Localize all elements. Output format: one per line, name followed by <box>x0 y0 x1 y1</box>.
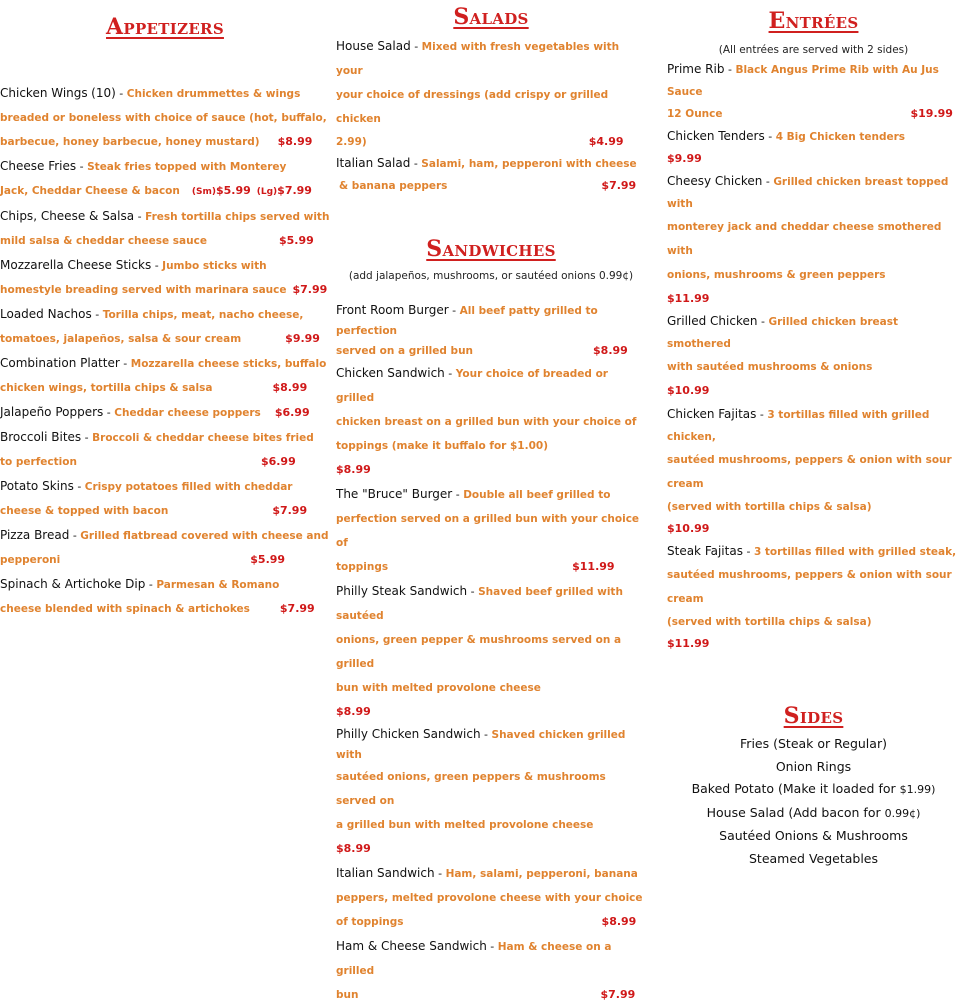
item-price: $6.99 <box>260 455 296 468</box>
item-description: Grilled chicken breast topped with <box>667 176 949 210</box>
item-price: $11.99 <box>667 637 710 650</box>
item-description: Broccoli & cheddar cheese bites fried <box>92 432 314 444</box>
side-item <box>667 733 960 756</box>
menu-item: Steak Fajitas - 3 tortillas filled with grilled steak, sautéed mushrooms, peppers & onion with sour cream (served with tortilla chips & salsa)$11.99 <box>667 544 957 650</box>
item-name: House Salad <box>336 39 411 53</box>
item-price: $7.99 <box>277 184 312 197</box>
item-name: Chicken Sandwich <box>336 366 445 380</box>
item-description: Ham, salami, pepperoni, banana <box>445 868 638 880</box>
menu-item: Chips, Cheese & Salsa - Fresh tortilla chips served with mild salsa & cheddar cheese sauce $5.99 <box>0 209 330 247</box>
item-description: Jumbo sticks with <box>162 260 267 272</box>
side-item-text: Steamed Vegetables <box>748 850 879 866</box>
item-name: Potato Skins <box>0 479 74 493</box>
salads-heading: Salads <box>453 4 529 30</box>
item-description: pepperoni <box>0 554 61 566</box>
menu-item: Chicken Fajitas - 3 tortillas filled with grilled chicken, sautéed mushrooms, peppers & onion with sour cream (served with tortilla chips & salsa)$10.99 <box>667 407 952 535</box>
menu-item: Spinach & Artichoke Dip - Parmesan & Romano cheese blended with spinach & artichokes $7.99 <box>0 577 315 615</box>
item-name: Chicken Wings <box>0 86 88 100</box>
entrees-heading: Entrées <box>768 8 859 34</box>
item-price: $8.99 <box>277 135 313 148</box>
item-description: Grilled chicken breast smothered <box>667 316 898 350</box>
item-description: tomatoes, jalapeños, salsa & sour cream <box>0 333 242 345</box>
item-description: Black Angus Prime Rib with Au Jus Sauce <box>667 64 939 98</box>
item-description: your choice of dressings (add crispy or grilled chicken <box>336 89 609 125</box>
menu-item: Chicken Wings (10) - Chicken drummettes & wings breaded or boneless with choice of sauce (hot, buffalo, barbecue, honey barbecue, honey mustard) $8.99 <box>0 86 327 148</box>
item-description: served on a grilled bun <box>336 345 474 357</box>
entrees-list <box>667 58 960 655</box>
item-price: $8.99 <box>336 463 371 476</box>
side-item-text: Baked Potato (Make it loaded for <box>691 781 896 796</box>
item-description: chicken breast on a grilled bun with your choice of <box>336 416 637 428</box>
side-item-text: Onion Rings <box>775 758 852 774</box>
item-name: Prime Rib <box>667 62 725 76</box>
item-description: toppings (make it buffalo for $1.00) <box>336 440 549 452</box>
item-description: of toppings <box>336 916 404 928</box>
item-description: Fresh tortilla chips served with <box>145 211 330 223</box>
menu-item: Loaded Nachos - Torilla chips, meat, nacho cheese, tomatoes, jalapeños, salsa & sour cream $9.99 <box>0 307 320 345</box>
menu-item: Philly Steak Sandwich - Shaved beef grilled with sautéed onions, green pepper & mushrooms served on a grilled bun with melted provolone cheese$8.99 <box>336 584 623 718</box>
item-description: Mixed with fresh vegetables with your <box>336 41 620 77</box>
item-name: Chicken Fajitas <box>667 407 757 421</box>
item-quantity: (10) <box>91 86 116 100</box>
side-item-text: House Salad (Add bacon for <box>706 804 881 820</box>
item-description: a grilled bun with melted provolone cheese <box>336 819 594 831</box>
menu-item: Ham & Cheese Sandwich - Ham & cheese on a grilled bun $7.99 <box>336 939 636 1001</box>
item-price: $9.99 <box>667 152 702 165</box>
item-description: Cheddar cheese poppers <box>114 407 261 419</box>
salads-list <box>336 34 646 198</box>
item-size-label: (Lg) <box>256 187 278 197</box>
appetizers-column <box>0 0 330 621</box>
item-description: monterey jack and cheddar cheese smothered with <box>667 221 942 257</box>
side-item <box>667 825 960 848</box>
item-description: 2.99) <box>336 136 367 148</box>
menu-item: Prime Rib - Black Angus Prime Rib with Au Jus Sauce 12 Ounce $19.99 <box>667 62 953 120</box>
item-description: Ham & cheese on a grilled <box>336 941 612 977</box>
side-item-extra: 0.99¢) <box>884 806 921 820</box>
item-description: Double all beef grilled to <box>463 489 611 501</box>
item-name: Ham & Cheese Sandwich <box>336 939 487 953</box>
item-description: perfection served on a grilled bun with your choice of <box>336 513 640 549</box>
item-description: cheese & topped with bacon <box>0 505 169 517</box>
item-description: 4 Big Chicken tenders <box>775 131 906 143</box>
menu-item: Grilled Chicken - Grilled chicken breast smothered with sautéed mushrooms & onions$10.99 <box>667 314 898 397</box>
item-name: Philly Chicken Sandwich <box>336 727 481 741</box>
item-description: 3 tortillas filled with grilled chicken, <box>667 409 930 443</box>
menu-item: The "Bruce" Burger - Double all beef grilled to perfection served on a grilled bun with your choice of toppings $11.99 <box>336 487 640 573</box>
item-price: $11.99 <box>667 292 710 305</box>
item-description: Shaved beef grilled with sautéed <box>336 586 623 622</box>
item-price: $8.99 <box>336 705 371 718</box>
item-price: $5.99 <box>215 184 251 197</box>
menu-item: Potato Skins - Crispy potatoes filled with cheddar cheese & topped with bacon $7.99 <box>0 479 308 517</box>
item-name: The "Bruce" Burger <box>336 487 453 501</box>
side-item <box>667 802 960 826</box>
side-item-extra: $1.99) <box>899 783 936 796</box>
sandwiches-heading: Sandwiches <box>426 236 556 262</box>
item-name: Jalapeño Poppers <box>0 405 104 419</box>
menu-item: Combination Platter - Mozzarella cheese sticks, buffalo chicken wings, tortilla chips & salsa $8.99 <box>0 356 327 394</box>
item-description: chicken wings, tortilla chips & salsa <box>0 382 213 394</box>
item-description: cheese blended with spinach & artichokes <box>0 603 250 615</box>
item-price: $4.99 <box>588 135 624 148</box>
item-price: $8.99 <box>272 381 308 394</box>
item-description: Chicken drummettes & wings <box>126 88 301 100</box>
item-price: $8.99 <box>593 344 628 357</box>
item-price: $7.99 <box>279 602 315 615</box>
item-name: Italian Salad <box>336 156 411 170</box>
item-name: Grilled Chicken <box>667 314 758 328</box>
item-description: bun with melted provolone cheese <box>336 682 541 694</box>
item-name: Chips, Cheese & Salsa <box>0 209 135 223</box>
item-description: peppers, melted provolone cheese with your choice <box>336 892 643 904</box>
menu-item: Front Room Burger - All beef patty grilled to perfection served on a grilled bun $8.99 <box>336 303 628 357</box>
item-price: $7.99 <box>601 179 637 192</box>
side-item-text: Sautéed Onions & Mushrooms <box>719 828 908 843</box>
item-description: breaded or boneless with choice of sauce (hot, buffalo, <box>0 112 327 124</box>
item-price: $10.99 <box>667 522 710 535</box>
item-description: sautéed mushrooms, peppers & onion with sour cream <box>667 454 952 490</box>
item-price: $19.99 <box>910 107 953 120</box>
entrees-sides-column <box>667 0 960 870</box>
sandwiches-list <box>336 300 646 1007</box>
item-description: sautéed mushrooms, peppers & onion with sour cream <box>667 569 952 605</box>
item-name: Spinach & Artichoke Dip <box>0 577 146 591</box>
menu-item: Broccoli Bites - Broccoli & cheddar cheese bites fried to perfection $6.99 <box>0 430 314 468</box>
side-item <box>667 848 960 871</box>
item-description: All beef patty grilled to perfection <box>336 305 598 337</box>
item-price: $5.99 <box>250 553 286 566</box>
item-price: $7.99 <box>292 283 328 296</box>
item-description: Mozzarella cheese sticks, buffalo <box>130 358 327 370</box>
menu-item: Mozzarella Cheese Sticks - Jumbo sticks with homestyle breading served with marinara sauce $7.99 <box>0 258 328 296</box>
item-description: homestyle breading served with marinara sauce <box>0 284 287 296</box>
item-price: $8.99 <box>336 842 371 855</box>
item-name: Steak Fajitas <box>667 544 743 558</box>
item-name: Mozzarella Cheese Sticks <box>0 258 152 272</box>
item-name: Front Room Burger <box>336 303 449 317</box>
item-description: mild salsa & cheddar cheese sauce <box>0 235 207 247</box>
menu-item: Jalapeño Poppers - Cheddar cheese poppers $6.99 <box>0 405 310 419</box>
item-description: Steak fries topped with Monterey <box>87 161 287 173</box>
menu-item: Cheese Fries - Steak fries topped with Monterey Jack, Cheddar Cheese & bacon (Sm)$5.99 (Lg)$7.99 <box>0 159 312 197</box>
item-size-label: (Sm) <box>191 187 216 197</box>
item-description: (served with tortilla chips & salsa) <box>667 616 872 628</box>
entrees-note: (All entrées are served with 2 sides) <box>718 44 909 56</box>
item-name: Combination Platter <box>0 356 120 370</box>
item-name: Cheesy Chicken <box>667 174 763 188</box>
item-description: Crispy potatoes filled with cheddar <box>84 481 293 493</box>
side-item <box>667 778 960 802</box>
item-description: bun <box>336 989 359 1001</box>
item-description: onions, green pepper & mushrooms served on a grilled <box>336 634 622 670</box>
item-name: Cheese Fries <box>0 159 77 173</box>
item-price: $10.99 <box>667 384 710 397</box>
item-description: onions, mushrooms & green peppers <box>667 269 886 281</box>
item-price: $6.99 <box>274 406 310 419</box>
item-description: Torilla chips, meat, nacho cheese, <box>102 309 304 321</box>
menu-item: Italian Salad - Salami, ham, pepperoni with cheese & banana peppers $7.99 <box>336 156 637 192</box>
sandwiches-note: (add jalapeños, mushrooms, or sautéed onions 0.99¢) <box>348 270 634 282</box>
item-description: barbecue, honey barbecue, honey mustard) <box>0 136 260 148</box>
item-description: to perfection <box>0 456 77 468</box>
item-name: Pizza Bread <box>0 528 70 542</box>
item-description: 12 Ounce <box>667 108 723 120</box>
appetizers-heading: Appetizers <box>106 14 224 40</box>
menu-item: Pizza Bread - Grilled flatbread covered with cheese and pepperoni $5.99 <box>0 528 329 566</box>
item-description: sautéed onions, green peppers & mushrooms served on <box>336 771 606 807</box>
sides-heading: Sides <box>783 703 844 729</box>
item-price: $7.99 <box>272 504 308 517</box>
item-name: Broccoli Bites <box>0 430 82 444</box>
item-description: with sautéed mushrooms & onions <box>667 361 873 373</box>
menu-item: Chicken Tenders - 4 Big Chicken tenders$9.99 <box>667 129 906 165</box>
item-price: $9.99 <box>285 332 320 345</box>
item-description: Jack, Cheddar Cheese & bacon <box>0 185 180 197</box>
item-price: $7.99 <box>600 988 636 1001</box>
item-price: $8.99 <box>601 915 637 928</box>
item-price: $11.99 <box>572 560 615 573</box>
item-description: Your choice of breaded or grilled <box>336 368 608 404</box>
sides-list <box>667 733 960 870</box>
item-description: Salami, ham, pepperoni with cheese <box>421 158 637 170</box>
item-description: 3 tortillas filled with grilled steak, <box>753 546 957 558</box>
salads-sandwiches-column <box>336 0 646 1007</box>
menu-item: Philly Chicken Sandwich - Shaved chicken grilled with sautéed onions, green peppers & mushrooms served on a grilled bun with melted provolone cheese$8.99 <box>336 727 626 855</box>
item-description: Grilled flatbread covered with cheese and <box>80 530 329 542</box>
side-item-text: Fries (Steak or Regular) <box>740 736 887 751</box>
item-description: Shaved chicken grilled with <box>336 729 626 761</box>
menu-item: Chicken Sandwich - Your choice of breaded or grilled chicken breast on a grilled bun with your choice of toppings (make it buffalo for $1.00)$8.99 <box>336 366 637 476</box>
item-name: Chicken Tenders <box>667 129 765 143</box>
item-description: (served with tortilla chips & salsa) <box>667 501 872 513</box>
item-description: Parmesan & Romano <box>156 579 280 591</box>
item-name: Italian Sandwich <box>336 866 435 880</box>
side-item <box>667 756 960 779</box>
item-name: Philly Steak Sandwich <box>336 584 468 598</box>
item-description: & banana peppers <box>339 180 448 192</box>
menu-item: Italian Sandwich - Ham, salami, pepperoni, banana peppers, melted provolone cheese with your choice of toppings $8.99 <box>336 866 643 928</box>
item-description: toppings <box>336 561 389 573</box>
item-name: Loaded Nachos <box>0 307 92 321</box>
item-price: $5.99 <box>278 234 314 247</box>
appetizers-list <box>0 81 330 621</box>
menu-item: Cheesy Chicken - Grilled chicken breast topped with monterey jack and cheddar cheese smothered with onions, mushrooms & green peppers$11.99 <box>667 174 949 305</box>
menu-item: House Salad - Mixed with fresh vegetables with your your choice of dressings (add crispy or grilled chicken 2.99) $4.99 <box>336 39 624 148</box>
